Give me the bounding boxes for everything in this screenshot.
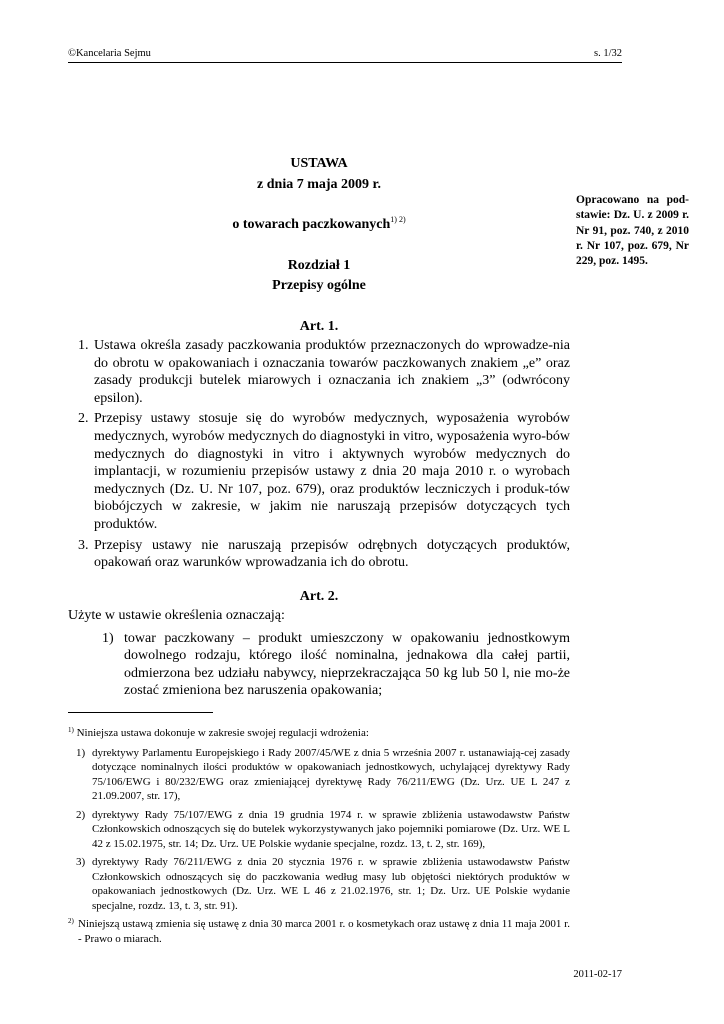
art1-item	[68, 537, 570, 572]
source-note: Opracowano na pod-stawie: Dz. U. z 2009 r. Nr 91, poz. 740, z 2010 r. Nr 107, poz. 679, Nr 229, poz. 1495.	[576, 194, 689, 268]
footnote-item-text: dyrektywy Rady 76/211/EWG z dnia 20 stycznia 1976 r. w sprawie zbliżenia ustawodawstw Państw Członkowskich odnoszących się do paczkowania według masy lub objętości niektórych produktów w opakowaniach jednostkowych (Dz. Urz. WE L 46 z 21.02.1976, str. 1; Dz. Urz. UE Polskie wydanie specjalne, rozdz. 13, t. 3, str. 91).	[92, 856, 570, 912]
footnote-item-number: 1)	[76, 746, 86, 759]
footnote-item-text: dyrektywy Rady 75/107/EWG z dnia 19 grudnia 1974 r. w sprawie zbliżenia ustawodawstw Państw Członkowskich odnoszących się do butelek wykorzystywanych jako pojemniki pomiarowe (Dz. Urz. WE L 42 z 15.02.1975, str. 14; Dz. Urz. UE Polskie wydanie specjalne, rozdz. 13, t. 2, str. 169),	[92, 808, 570, 850]
art2-item	[68, 630, 570, 700]
footnote-item-number: 3)	[76, 856, 86, 868]
footnotes	[68, 726, 570, 946]
page-header	[68, 48, 622, 63]
footnote-item	[72, 746, 570, 804]
chapter-number: Rozdział 1	[287, 258, 351, 273]
footer-date: 2011-02-17	[573, 969, 622, 980]
footnote-item	[72, 855, 570, 913]
art2-heading: Art. 2.	[299, 589, 339, 604]
art2-intro: Użyte w ustawie określenia oznaczają:	[68, 608, 285, 623]
act-date: z dnia 7 maja 2009 r.	[257, 177, 381, 192]
item-text: Przepisy ustawy stosuje się do wyrobów medycznych, wyposażenia wyrobów medycznych, wyrobów medycznych do diagnostyki in vitro, wyposażenia wyro-bów medycznych do diagnostyki in vitro i aktywnych wyrobów medycznych do implantacji, w rozumieniu przepisów ustawy z dnia 20 maja 2010 r. o wyrobach medycznych (Dz. U. Nr 107, poz. 679), oraz produktów leczniczych i produk-tów biobójczych w zakresie, w jakim nie naruszają przepisów dotyczących tych produktów.	[94, 411, 570, 532]
footnote-2: 2) Niniejszą ustawą zmienia się ustawę z dnia 30 marca 2001 r. o kosmetykach oraz ustawę z dnia 11 maja 2001 r. - Prawo o miarach.	[68, 917, 570, 945]
footnote-refs[interactable]: 1) 2)	[390, 215, 406, 224]
act-subject-text: o towarach paczkowanych	[232, 217, 391, 232]
item-text: towar paczkowany – produkt umieszczony w opakowaniu jednostkowym dowolnego rodzaju, którego ilość nominalna, jednakowa dla całej partii, odmierzona bez udziału nabywcy, nieprzekraczająca 50 kg lub 50 l, nie mo-że zostać zmieniona bez naruszenia opakowania;	[124, 630, 570, 699]
footnote-1	[68, 726, 570, 741]
footnote-item	[72, 808, 570, 852]
art1-body	[68, 337, 570, 575]
item-number: 1.	[78, 338, 89, 353]
item-text: Przepisy ustawy nie naruszają przepisów odrębnych dotyczących produktów, opakowań oraz warunków wprowadzania ich do obrotu.	[94, 537, 570, 571]
chapter-title: Przepisy ogólne	[272, 278, 366, 293]
footnote-separator	[68, 712, 213, 713]
footnote-item-text: dyrektywy Parlamentu Europejskiego i Rady 2007/45/WE z dnia 5 września 2007 r. ustanawiają-cej zasady dotyczące nominalnych ilości produktów w opakowaniach jednostkowych, uchylającej dyrektywy Rady 75/106/EWG i 80/232/EWG oraz zmieniającej dyrektywę Rady 76/211/EWG (Dz. Urz. UE L 247 z 21.09.2007, str. 17),	[92, 746, 570, 802]
art2-body	[68, 607, 570, 700]
item-text: Ustawa określa zasady paczkowania produktów przeznaczonych do wprowadze-nia do obrotu w opakowaniach i oznaczania towarów paczkowanych znakiem „e” oraz zasady produkcji butelek miarowych i oznaczania ich znakiem „3” (odwrócony epsilon).	[94, 338, 570, 406]
item-number: 1)	[102, 630, 114, 646]
header-publisher: ©Kancelaria Sejmu	[68, 48, 151, 59]
item-number: 3.	[78, 537, 89, 553]
footnote-marker: 1)	[68, 726, 74, 734]
footnote-intro: Niniejsza ustawa dokonuje w zakresie swojej regulacji wdrożenia:	[76, 727, 369, 739]
act-subject	[68, 216, 570, 234]
art1-item	[68, 337, 570, 407]
footnote-text: Niniejszą ustawą zmienia się ustawę z dnia 30 marca 2001 r. o kosmetykach oraz ustawę z dnia 11 maja 2001 r. - Prawo o miarach.	[78, 918, 570, 945]
item-number: 2.	[78, 411, 89, 427]
header-page-number: s. 1/32	[593, 48, 622, 59]
footnote-item-number: 2)	[76, 808, 86, 821]
act-type: USTAWA	[290, 156, 348, 171]
art1-item	[68, 410, 570, 533]
art1-heading: Art. 1.	[299, 319, 339, 334]
